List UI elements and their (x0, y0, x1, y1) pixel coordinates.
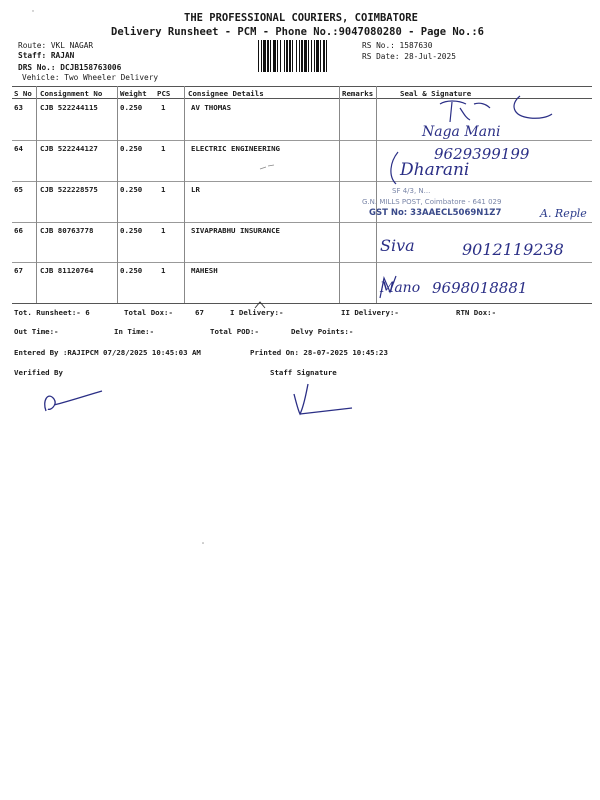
table-top-rule (12, 86, 592, 87)
rs-no-label: RS No.: 1587630 (362, 41, 433, 50)
staff-signature (290, 380, 360, 420)
staff-signature-label: Staff Signature (270, 368, 337, 377)
col-divider (36, 86, 37, 303)
col-divider (339, 86, 340, 303)
row-consignment-no: CJB 80763778 (40, 226, 94, 235)
drs-no-label: DRS No.: DCJB158763006 (18, 63, 122, 72)
rtn-dox-label: RTN Dox:- (456, 308, 497, 317)
row-divider (12, 222, 592, 223)
row-sno: 65 (14, 185, 23, 194)
signature-text-row2: Dharani (400, 160, 470, 180)
stamp-address: SF 4/3, N... (392, 187, 431, 195)
table-bottom-rule (12, 303, 592, 304)
row-weight: 0.250 (120, 185, 143, 194)
th-seal-signature: Seal & Signature (400, 89, 472, 98)
verified-by-label: Verified By (14, 368, 63, 377)
signature-phone-row4: 9012119238 (462, 240, 564, 259)
th-weight: Weight (120, 89, 147, 98)
printed-on: Printed On: 28-07-2025 10:45:23 (250, 348, 388, 357)
row-consignment-no: CJB 522244127 (40, 144, 98, 153)
vehicle-label: Vehicle: Two Wheeler Delivery (22, 73, 159, 82)
caret-mark-icon (254, 300, 266, 310)
row-consignment-no: CJB 522228575 (40, 185, 98, 194)
row-consignee: SIVAPRABHU INSURANCE (191, 226, 280, 235)
row-sno: 67 (14, 266, 23, 275)
th-remarks: Remarks (342, 89, 374, 98)
th-consignment: Consignment No (40, 89, 103, 98)
signature-scribble-row1 (400, 90, 580, 140)
in-time-label: In Time:- (114, 327, 155, 336)
delvy-points-label: Delvy Points:- (291, 327, 354, 336)
signature-stroke-row5 (376, 268, 406, 304)
row-divider (12, 140, 592, 141)
row-weight: 0.250 (120, 144, 143, 153)
row-weight: 0.250 (120, 226, 143, 235)
row-sno: 63 (14, 103, 23, 112)
row-pcs: 1 (161, 144, 166, 153)
total-runsheet: Tot. Runsheet:- 6 (14, 308, 90, 317)
th-consignee: Consignee Details (188, 89, 264, 98)
row-pcs: 1 (161, 185, 166, 194)
row-pcs: 1 (161, 266, 166, 275)
col-divider (184, 86, 185, 303)
signature-phone-row2: 9629399199 (434, 145, 530, 163)
th-sno: S No (14, 89, 32, 98)
staff-label: Staff: RAJAN (18, 51, 75, 60)
th-pcs: PCS (157, 89, 171, 98)
stamp-gst: GST No: 33AAECL5069N1Z7 (369, 208, 502, 218)
verifier-signature (40, 385, 110, 417)
stamp-handwritten-name: A. Reple (540, 207, 587, 220)
signature-text-row1: Naga Mani (422, 124, 501, 140)
signature-text-row4: Siva (380, 236, 415, 255)
row-sno: 64 (14, 144, 23, 153)
total-pod-label: Total POD:- (210, 327, 259, 336)
company-title: THE PROFESSIONAL COURIERS, COIMBATORE (184, 12, 418, 24)
row-sno: 66 (14, 226, 23, 235)
total-dox-label: Total Dox:- (124, 308, 173, 317)
row-weight: 0.250 (120, 266, 143, 275)
total-dox-value: 67 (195, 308, 204, 317)
row-consignee: ELECTRIC ENGINEERING (191, 144, 280, 153)
row-consignee: MAHESH (191, 266, 218, 275)
route-label: Route: VKL NAGAR (18, 41, 94, 50)
row-consignment-no: CJB 522244115 (40, 103, 98, 112)
i-delivery-label: I Delivery:- (230, 308, 284, 317)
rs-date-label: RS Date: 28-Jul-2025 (362, 52, 456, 61)
stamp-address-line: G.N. MILLS POST, Coimbatore - 641 029 (362, 198, 502, 206)
signature-text-row5: Mano (380, 280, 421, 296)
entered-by: Entered By :RAJIPCM 07/28/2025 10:45:03 AM (14, 348, 201, 357)
ii-delivery-label: II Delivery:- (341, 308, 399, 317)
out-time-label: Out Time:- (14, 327, 59, 336)
row-consignee: LR (191, 185, 200, 194)
scan-speck (200, 540, 206, 546)
row-pcs: 1 (161, 103, 166, 112)
pen-mark-icon (258, 162, 278, 172)
signature-phone-row5: 9698018881 (432, 279, 528, 297)
barcode (258, 40, 358, 72)
row-consignment-no: CJB 81120764 (40, 266, 94, 275)
row-divider (12, 181, 592, 182)
col-divider (117, 86, 118, 303)
row-pcs: 1 (161, 226, 166, 235)
row-weight: 0.250 (120, 103, 143, 112)
row-divider (12, 262, 592, 263)
scan-speck (30, 8, 36, 14)
signature-stroke-row2 (378, 140, 418, 190)
row-consignee: AV THOMAS (191, 103, 232, 112)
runsheet-subtitle: Delivery Runsheet - PCM - Phone No.:9047080280 - Page No.:6 (111, 26, 484, 38)
